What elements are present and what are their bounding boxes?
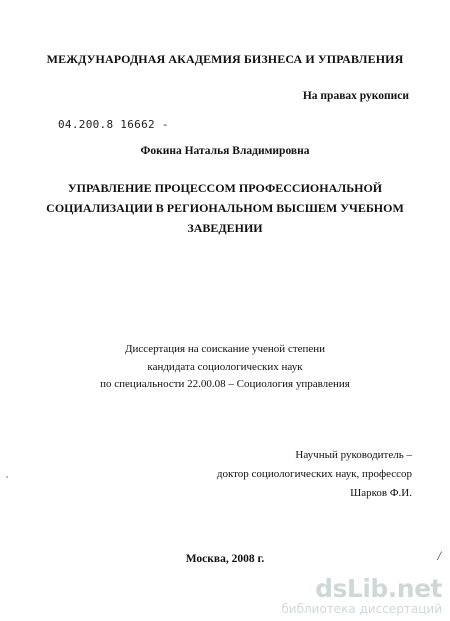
supervisor-line: Шарков Ф.И. [350,487,412,499]
title-line: СОЦИАЛИЗАЦИИ В РЕГИОНАЛЬНОМ ВЫСШЕМ УЧЕБНОМ [46,201,404,215]
supervisor-line: Научный руководитель – [295,449,412,461]
watermark-logo: dsLib.net [315,574,442,603]
organization-name: МЕЖДУНАРОДНАЯ АКАДЕМИЯ БИЗНЕСА И УПРАВЛЕНИЯ [46,52,404,66]
title-line: УПРАВЛЕНИЕ ПРОЦЕССОМ ПРОФЕССИОНАЛЬНОЙ [67,181,383,195]
rights-note: На правах рукописи [302,90,409,102]
scan-speck [6,476,8,478]
pen-mark: / [437,548,441,563]
title-line: ЗАВЕДЕНИИ [187,221,263,235]
degree-line: кандидата социологических наук [147,360,303,373]
degree-line: по специальности 22.00.08 – Социология управления [100,378,350,390]
degree-line: Диссертация на соискание ученой степени [124,343,326,355]
supervisor-block [217,446,412,503]
registration-stamp: 04.200.8 16662 - [58,118,169,131]
degree-statement [0,341,450,394]
watermark [281,576,442,616]
city-year: Москва, 2008 г. [185,553,265,565]
author-name: Фокина Наталья Владимировна [140,145,310,157]
dissertation-title [0,178,450,238]
supervisor-line: доктор социологических наук, профессор [216,468,412,480]
watermark-subtitle: библиотека диссертаций [281,602,442,616]
